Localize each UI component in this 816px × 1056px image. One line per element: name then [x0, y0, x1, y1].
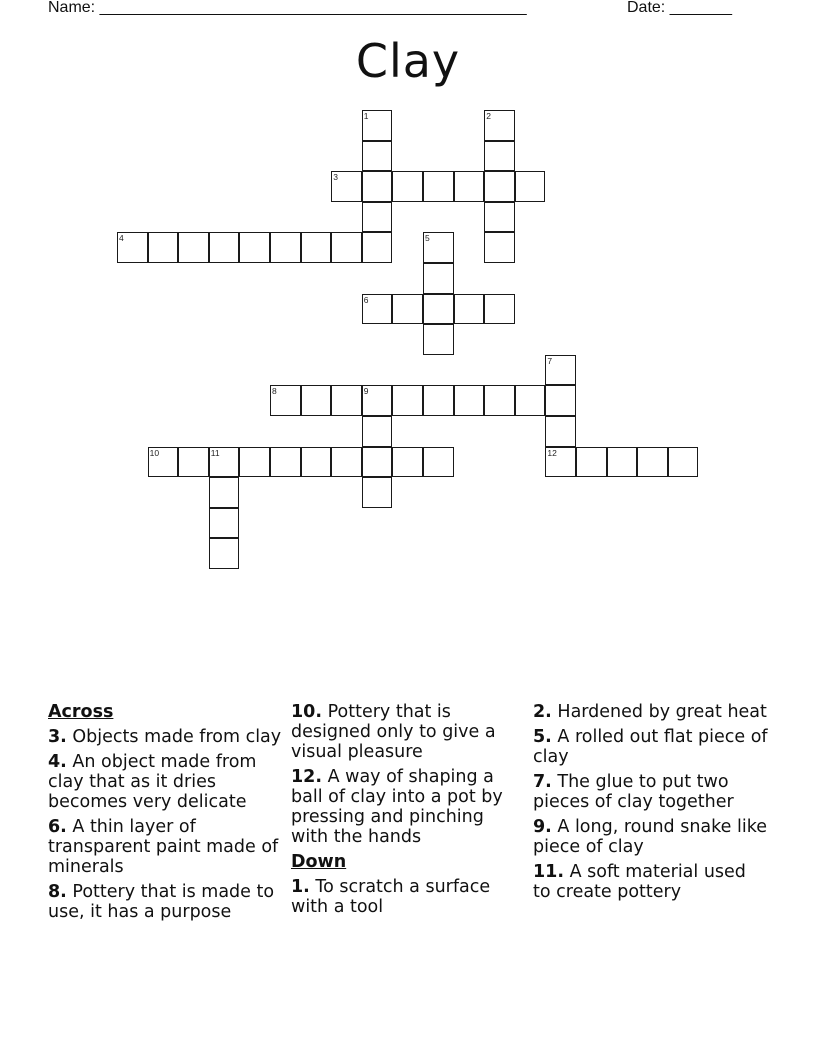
cell-number: 7: [547, 355, 553, 366]
crossword-cell[interactable]: [148, 447, 179, 478]
crossword-cell[interactable]: [148, 232, 179, 263]
clue-number: 2.: [533, 702, 552, 722]
crossword-cell[interactable]: [637, 447, 668, 478]
cell-number: 9: [363, 386, 369, 397]
clue-number: 10.: [291, 702, 323, 722]
crossword-cell[interactable]: [209, 447, 240, 478]
crossword-cell[interactable]: [545, 447, 576, 478]
crossword-cell[interactable]: [362, 477, 393, 508]
clue-text: A long, round snake like piece of clay: [533, 817, 767, 857]
crossword-cell[interactable]: [270, 232, 301, 263]
crossword-cell[interactable]: [301, 232, 332, 263]
crossword-cell[interactable]: [423, 324, 454, 355]
clue-across-4: [48, 752, 283, 812]
clue-number: 11.: [533, 862, 565, 882]
name-field[interactable]: Name: ________________________________________________: [48, 0, 527, 16]
cell-number: 1: [363, 111, 369, 121]
clue-number: 6.: [48, 817, 67, 837]
crossword-cell[interactable]: [423, 294, 454, 325]
crossword-cell[interactable]: [117, 232, 148, 263]
crossword-cell[interactable]: [545, 416, 576, 447]
crossword-cell[interactable]: [270, 447, 301, 478]
crossword-cell[interactable]: [454, 385, 485, 416]
clues-column-2: [291, 702, 526, 922]
crossword-cell[interactable]: [209, 477, 240, 508]
clue-text: A way of shaping a ball of clay into a pot by pressing and pinching with the hands: [291, 767, 503, 847]
clue-across-3: [48, 727, 283, 747]
clue-number: 1.: [291, 877, 310, 897]
crossword-cell[interactable]: [576, 447, 607, 478]
crossword-cell[interactable]: [301, 447, 332, 478]
cell-number: 12: [547, 447, 557, 458]
crossword-cell[interactable]: [362, 447, 393, 478]
crossword-cell[interactable]: [209, 508, 240, 539]
crossword-cell[interactable]: [392, 171, 423, 202]
cell-number: 5: [425, 233, 430, 244]
crossword-cell[interactable]: [392, 447, 423, 478]
cell-number: 10: [149, 447, 160, 458]
crossword-cell[interactable]: [454, 294, 485, 325]
crossword-cell[interactable]: [484, 232, 515, 263]
crossword-cell[interactable]: [423, 447, 454, 478]
clue-down-11: [533, 862, 768, 902]
crossword-cell[interactable]: [362, 171, 393, 202]
across-heading: Across: [48, 702, 114, 722]
clue-down-2: [533, 702, 768, 722]
crossword-cell[interactable]: [515, 385, 546, 416]
crossword-cell[interactable]: [362, 385, 393, 416]
crossword-cell[interactable]: [331, 232, 362, 263]
clues-column-1: [48, 702, 283, 927]
cell-number: 8: [272, 386, 277, 397]
crossword-cell[interactable]: [484, 171, 515, 202]
crossword-cell[interactable]: [362, 110, 393, 141]
clue-text: Pottery that is made to use, it has a purpose: [48, 882, 275, 922]
crossword-cell[interactable]: [362, 232, 393, 263]
crossword-cell[interactable]: [331, 385, 362, 416]
cell-number: 2: [486, 111, 491, 121]
clue-text: A soft material used to create pottery: [533, 862, 746, 902]
clue-across-12: [291, 767, 526, 847]
crossword-cell[interactable]: [515, 171, 546, 202]
clue-text: Pottery that is designed only to give a visual pleasure: [291, 702, 496, 762]
crossword-cell[interactable]: [331, 447, 362, 478]
clue-text: Objects made from clay: [72, 727, 282, 747]
crossword-cell[interactable]: [454, 171, 485, 202]
crossword-cell[interactable]: [301, 385, 332, 416]
clue-text: To scratch a surface with a tool: [291, 877, 491, 917]
cell-number: 11: [210, 447, 220, 458]
clue-number: 3.: [48, 727, 67, 747]
clue-text: The glue to put two pieces of clay together: [533, 772, 734, 812]
clue-down-9: [533, 817, 768, 857]
clue-number: 9.: [533, 817, 552, 837]
crossword-cell[interactable]: [270, 385, 301, 416]
crossword-cell[interactable]: [484, 110, 515, 141]
crossword-cell[interactable]: [239, 447, 270, 478]
crossword-cell[interactable]: [484, 294, 515, 325]
crossword-cell[interactable]: [668, 447, 699, 478]
crossword-cell[interactable]: [239, 232, 270, 263]
cell-number: 4: [119, 233, 124, 244]
crossword-cell[interactable]: [392, 294, 423, 325]
clue-number: 8.: [48, 882, 67, 902]
crossword-cell[interactable]: [362, 202, 393, 233]
crossword-cell[interactable]: [545, 355, 576, 386]
crossword-cell[interactable]: [423, 232, 454, 263]
crossword-cell[interactable]: [484, 141, 515, 172]
clue-text: A thin layer of transparent paint made of minerals: [48, 817, 279, 877]
down-heading: Down: [291, 852, 347, 872]
crossword-cell[interactable]: [423, 385, 454, 416]
crossword-cell[interactable]: [423, 171, 454, 202]
crossword-cell[interactable]: [545, 385, 576, 416]
clue-across-6: [48, 817, 283, 877]
clue-number: 5.: [533, 727, 552, 747]
date-field[interactable]: Date: _______: [627, 0, 732, 16]
clue-number: 7.: [533, 772, 552, 792]
clue-across-8: [48, 882, 283, 922]
clue-number: 4.: [48, 752, 67, 772]
crossword-cell[interactable]: [423, 263, 454, 294]
crossword-cell[interactable]: [392, 385, 423, 416]
clue-number: 12.: [291, 767, 323, 787]
cell-number: 3: [333, 172, 338, 183]
crossword-cell[interactable]: [607, 447, 638, 478]
clues-column-3: [533, 702, 768, 907]
crossword-cell[interactable]: [362, 141, 393, 172]
crossword-cell[interactable]: [178, 447, 209, 478]
crossword-cell[interactable]: [331, 171, 362, 202]
clue-down-5: [533, 727, 768, 767]
clue-down-7: [533, 772, 768, 812]
cell-number: 6: [363, 294, 369, 305]
clue-down-1: [291, 877, 526, 917]
crossword-cell[interactable]: [209, 538, 240, 569]
crossword-cell[interactable]: [362, 416, 393, 447]
clue-text: An object made from clay that as it dries becomes very delicate: [48, 752, 257, 812]
clue-text: A rolled out flat piece of clay: [533, 727, 768, 767]
crossword-cell[interactable]: [484, 202, 515, 233]
clue-across-10: [291, 702, 526, 762]
clue-text: Hardened by great heat: [557, 702, 767, 722]
puzzle-title: Clay: [355, 34, 461, 88]
crossword-cell[interactable]: [209, 232, 240, 263]
crossword-cell[interactable]: [362, 294, 393, 325]
crossword-cell[interactable]: [178, 232, 209, 263]
crossword-cell[interactable]: [484, 385, 515, 416]
